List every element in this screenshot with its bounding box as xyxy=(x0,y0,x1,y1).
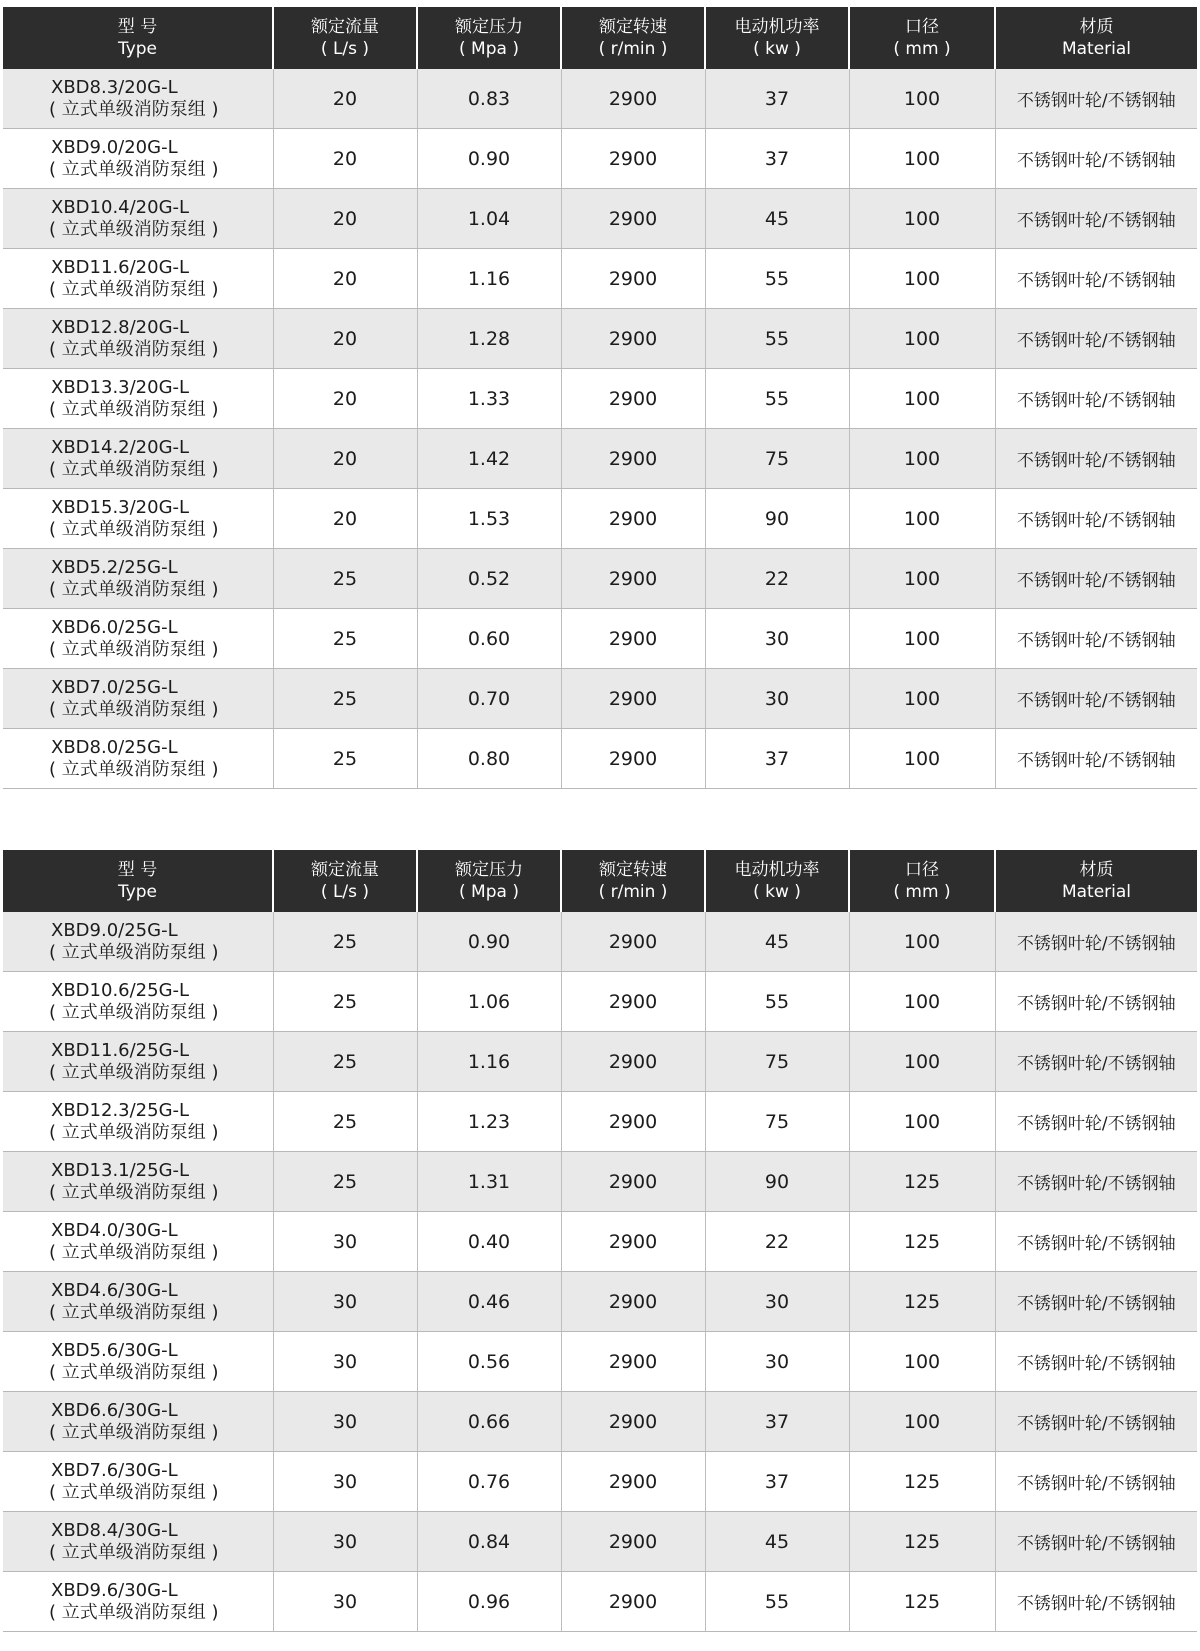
diameter-cell: 125 xyxy=(849,1272,995,1332)
diameter-cell: 100 xyxy=(849,1032,995,1092)
diameter-cell: 100 xyxy=(849,912,995,972)
material-cell: 不锈钢叶轮/不锈钢轴 xyxy=(995,1092,1197,1152)
type-cell xyxy=(3,69,273,129)
type-cell xyxy=(3,549,273,609)
model-name: XBD6.0/25G-L xyxy=(51,616,178,638)
model-desc: ( 立式单级消防泵组 ) xyxy=(49,698,219,720)
model-desc: ( 立式单级消防泵组 ) xyxy=(49,1481,219,1503)
model-name: XBD13.3/20G-L xyxy=(51,376,190,398)
diameter-cell: 100 xyxy=(849,609,995,669)
type-cell xyxy=(3,429,273,489)
material-cell: 不锈钢叶轮/不锈钢轴 xyxy=(995,249,1197,309)
spec-table-2 xyxy=(3,850,1197,1632)
model-name: XBD7.6/30G-L xyxy=(51,1459,178,1481)
pressure-cell: 0.84 xyxy=(417,1512,561,1572)
table-row xyxy=(3,69,1197,129)
pressure-cell: 0.96 xyxy=(417,1572,561,1632)
flow-cell: 20 xyxy=(273,189,417,249)
type-cell xyxy=(3,1032,273,1092)
power-cell: 30 xyxy=(705,609,849,669)
speed-cell: 2900 xyxy=(561,609,705,669)
power-cell: 45 xyxy=(705,912,849,972)
header-flow xyxy=(273,850,417,912)
pressure-cell: 0.46 xyxy=(417,1272,561,1332)
type-cell xyxy=(3,1272,273,1332)
flow-cell: 20 xyxy=(273,249,417,309)
power-cell: 75 xyxy=(705,429,849,489)
model-name: XBD9.0/20G-L xyxy=(51,136,178,158)
header-cn: 额定流量 xyxy=(311,860,379,880)
spec-table-1 xyxy=(3,7,1197,789)
diameter-cell: 100 xyxy=(849,369,995,429)
header-row xyxy=(3,7,1197,69)
material-cell: 不锈钢叶轮/不锈钢轴 xyxy=(995,1332,1197,1392)
speed-cell: 2900 xyxy=(561,309,705,369)
power-cell: 30 xyxy=(705,1332,849,1392)
flow-cell: 30 xyxy=(273,1452,417,1512)
model-name: XBD4.6/30G-L xyxy=(51,1279,178,1301)
power-cell: 90 xyxy=(705,1152,849,1212)
speed-cell: 2900 xyxy=(561,189,705,249)
material-cell: 不锈钢叶轮/不锈钢轴 xyxy=(995,1032,1197,1092)
table-row xyxy=(3,1392,1197,1452)
material-cell: 不锈钢叶轮/不锈钢轴 xyxy=(995,69,1197,129)
table-row xyxy=(3,429,1197,489)
speed-cell: 2900 xyxy=(561,1212,705,1272)
header-en: Type xyxy=(117,882,158,902)
flow-cell: 30 xyxy=(273,1332,417,1392)
flow-cell: 20 xyxy=(273,369,417,429)
flow-cell: 30 xyxy=(273,1272,417,1332)
type-cell xyxy=(3,1212,273,1272)
flow-cell: 30 xyxy=(273,1392,417,1452)
speed-cell: 2900 xyxy=(561,1572,705,1632)
type-cell xyxy=(3,1452,273,1512)
power-cell: 22 xyxy=(705,549,849,609)
diameter-cell: 125 xyxy=(849,1452,995,1512)
flow-cell: 25 xyxy=(273,912,417,972)
power-cell: 37 xyxy=(705,729,849,789)
pressure-cell: 1.28 xyxy=(417,309,561,369)
model-desc: ( 立式单级消防泵组 ) xyxy=(49,338,219,360)
table-row xyxy=(3,1092,1197,1152)
pressure-cell: 1.04 xyxy=(417,189,561,249)
model-name: XBD13.1/25G-L xyxy=(51,1159,190,1181)
table-row xyxy=(3,309,1197,369)
model-name: XBD8.4/30G-L xyxy=(51,1519,178,1541)
type-cell xyxy=(3,1512,273,1572)
model-name: XBD4.0/30G-L xyxy=(51,1219,178,1241)
model-name: XBD6.6/30G-L xyxy=(51,1399,178,1421)
table-row xyxy=(3,1452,1197,1512)
type-cell xyxy=(3,249,273,309)
model-desc: ( 立式单级消防泵组 ) xyxy=(49,578,219,600)
flow-cell: 20 xyxy=(273,489,417,549)
model-name: XBD9.6/30G-L xyxy=(51,1579,178,1601)
model-desc: ( 立式单级消防泵组 ) xyxy=(49,1541,219,1563)
speed-cell: 2900 xyxy=(561,1392,705,1452)
header-row xyxy=(3,850,1197,912)
speed-cell: 2900 xyxy=(561,1452,705,1512)
speed-cell: 2900 xyxy=(561,972,705,1032)
pressure-cell: 1.53 xyxy=(417,489,561,549)
material-cell: 不锈钢叶轮/不锈钢轴 xyxy=(995,429,1197,489)
pressure-cell: 0.56 xyxy=(417,1332,561,1392)
material-cell: 不锈钢叶轮/不锈钢轴 xyxy=(995,669,1197,729)
header-en: ( kw ) xyxy=(753,882,801,902)
table-row xyxy=(3,1332,1197,1392)
material-cell: 不锈钢叶轮/不锈钢轴 xyxy=(995,1152,1197,1212)
material-cell: 不锈钢叶轮/不锈钢轴 xyxy=(995,972,1197,1032)
speed-cell: 2900 xyxy=(561,489,705,549)
type-cell xyxy=(3,729,273,789)
table-row xyxy=(3,489,1197,549)
power-cell: 37 xyxy=(705,69,849,129)
model-desc: ( 立式单级消防泵组 ) xyxy=(49,1301,219,1323)
model-desc: ( 立式单级消防泵组 ) xyxy=(49,1061,219,1083)
header-cn: 材质 xyxy=(1079,860,1114,880)
type-cell xyxy=(3,1572,273,1632)
diameter-cell: 100 xyxy=(849,1332,995,1392)
header-en: ( L/s ) xyxy=(320,882,370,902)
header-power xyxy=(705,7,849,69)
diameter-cell: 100 xyxy=(849,489,995,549)
model-desc: ( 立式单级消防泵组 ) xyxy=(49,758,219,780)
pressure-cell: 1.16 xyxy=(417,1032,561,1092)
type-cell xyxy=(3,1092,273,1152)
speed-cell: 2900 xyxy=(561,1152,705,1212)
model-name: XBD8.3/20G-L xyxy=(51,76,178,98)
pressure-cell: 1.31 xyxy=(417,1152,561,1212)
flow-cell: 20 xyxy=(273,309,417,369)
table-row xyxy=(3,1152,1197,1212)
table-row xyxy=(3,609,1197,669)
power-cell: 37 xyxy=(705,1452,849,1512)
pressure-cell: 1.16 xyxy=(417,249,561,309)
table-row xyxy=(3,1212,1197,1272)
header-diameter xyxy=(849,7,995,69)
power-cell: 55 xyxy=(705,369,849,429)
model-desc: ( 立式单级消防泵组 ) xyxy=(49,278,219,300)
speed-cell: 2900 xyxy=(561,912,705,972)
material-cell: 不锈钢叶轮/不锈钢轴 xyxy=(995,489,1197,549)
model-name: XBD10.4/20G-L xyxy=(51,196,190,218)
table-row xyxy=(3,369,1197,429)
table-body xyxy=(3,69,1197,789)
material-cell: 不锈钢叶轮/不锈钢轴 xyxy=(995,1452,1197,1512)
pressure-cell: 0.80 xyxy=(417,729,561,789)
model-name: XBD12.3/25G-L xyxy=(51,1099,190,1121)
model-name: XBD11.6/20G-L xyxy=(51,256,190,278)
flow-cell: 20 xyxy=(273,129,417,189)
model-desc: ( 立式单级消防泵组 ) xyxy=(49,218,219,240)
power-cell: 55 xyxy=(705,309,849,369)
model-name: XBD15.3/20G-L xyxy=(51,496,190,518)
header-cn: 型 号 xyxy=(117,860,158,880)
material-cell: 不锈钢叶轮/不锈钢轴 xyxy=(995,1572,1197,1632)
model-name: XBD7.0/25G-L xyxy=(51,676,178,698)
pressure-cell: 0.66 xyxy=(417,1392,561,1452)
header-speed xyxy=(561,7,705,69)
speed-cell: 2900 xyxy=(561,1332,705,1392)
flow-cell: 20 xyxy=(273,69,417,129)
power-cell: 30 xyxy=(705,1272,849,1332)
header-en: Material xyxy=(1061,882,1132,902)
material-cell: 不锈钢叶轮/不锈钢轴 xyxy=(995,1272,1197,1332)
header-en: ( Mpa ) xyxy=(459,882,519,902)
header-cn: 电动机功率 xyxy=(734,860,820,880)
model-name: XBD11.6/25G-L xyxy=(51,1039,190,1061)
material-cell: 不锈钢叶轮/不锈钢轴 xyxy=(995,1392,1197,1452)
table-row xyxy=(3,249,1197,309)
diameter-cell: 100 xyxy=(849,429,995,489)
diameter-cell: 100 xyxy=(849,69,995,129)
table-row xyxy=(3,1272,1197,1332)
header-cn: 额定流量 xyxy=(311,17,379,37)
model-name: XBD5.6/30G-L xyxy=(51,1339,178,1361)
pressure-cell: 0.70 xyxy=(417,669,561,729)
diameter-cell: 100 xyxy=(849,1392,995,1452)
model-name: XBD8.0/25G-L xyxy=(51,736,178,758)
diameter-cell: 100 xyxy=(849,129,995,189)
type-cell xyxy=(3,309,273,369)
material-cell: 不锈钢叶轮/不锈钢轴 xyxy=(995,549,1197,609)
table-row xyxy=(3,669,1197,729)
header-pressure xyxy=(417,850,561,912)
model-name: XBD9.0/25G-L xyxy=(51,919,178,941)
header-cn: 材质 xyxy=(1079,17,1114,37)
type-cell xyxy=(3,609,273,669)
flow-cell: 25 xyxy=(273,972,417,1032)
header-cn: 额定压力 xyxy=(455,860,523,880)
power-cell: 55 xyxy=(705,1572,849,1632)
pressure-cell: 0.60 xyxy=(417,609,561,669)
flow-cell: 25 xyxy=(273,549,417,609)
power-cell: 55 xyxy=(705,972,849,1032)
header-power xyxy=(705,850,849,912)
flow-cell: 25 xyxy=(273,609,417,669)
speed-cell: 2900 xyxy=(561,369,705,429)
model-desc: ( 立式单级消防泵组 ) xyxy=(49,98,219,120)
pressure-cell: 1.42 xyxy=(417,429,561,489)
flow-cell: 25 xyxy=(273,1092,417,1152)
speed-cell: 2900 xyxy=(561,549,705,609)
power-cell: 37 xyxy=(705,1392,849,1452)
material-cell: 不锈钢叶轮/不锈钢轴 xyxy=(995,1512,1197,1572)
material-cell: 不锈钢叶轮/不锈钢轴 xyxy=(995,309,1197,369)
table-row xyxy=(3,549,1197,609)
pressure-cell: 0.40 xyxy=(417,1212,561,1272)
model-desc: ( 立式单级消防泵组 ) xyxy=(49,518,219,540)
flow-cell: 20 xyxy=(273,429,417,489)
table-row xyxy=(3,1032,1197,1092)
header-diameter xyxy=(849,850,995,912)
model-name: XBD12.8/20G-L xyxy=(51,316,190,338)
header-speed xyxy=(561,850,705,912)
type-cell xyxy=(3,369,273,429)
speed-cell: 2900 xyxy=(561,69,705,129)
diameter-cell: 100 xyxy=(849,189,995,249)
model-name: XBD5.2/25G-L xyxy=(51,556,178,578)
pressure-cell: 1.06 xyxy=(417,972,561,1032)
header-cn: 口径 xyxy=(905,860,939,880)
table-row xyxy=(3,129,1197,189)
pressure-cell: 0.90 xyxy=(417,129,561,189)
pressure-cell: 0.76 xyxy=(417,1452,561,1512)
pressure-cell: 1.33 xyxy=(417,369,561,429)
header-cn: 额定转速 xyxy=(599,17,667,37)
material-cell: 不锈钢叶轮/不锈钢轴 xyxy=(995,912,1197,972)
diameter-cell: 100 xyxy=(849,249,995,309)
model-desc: ( 立式单级消防泵组 ) xyxy=(49,1361,219,1383)
speed-cell: 2900 xyxy=(561,1512,705,1572)
pressure-cell: 0.83 xyxy=(417,69,561,129)
header-en: Material xyxy=(1061,39,1132,59)
flow-cell: 25 xyxy=(273,1152,417,1212)
table-header xyxy=(3,7,1197,69)
type-cell xyxy=(3,1392,273,1452)
header-en: ( r/min ) xyxy=(598,882,668,902)
model-desc: ( 立式单级消防泵组 ) xyxy=(49,1241,219,1263)
diameter-cell: 100 xyxy=(849,972,995,1032)
diameter-cell: 125 xyxy=(849,1572,995,1632)
material-cell: 不锈钢叶轮/不锈钢轴 xyxy=(995,189,1197,249)
table-row xyxy=(3,1512,1197,1572)
material-cell: 不锈钢叶轮/不锈钢轴 xyxy=(995,729,1197,789)
type-cell xyxy=(3,1152,273,1212)
header-cn: 额定转速 xyxy=(599,860,667,880)
pressure-cell: 0.52 xyxy=(417,549,561,609)
speed-cell: 2900 xyxy=(561,249,705,309)
speed-cell: 2900 xyxy=(561,1272,705,1332)
table-row xyxy=(3,972,1197,1032)
type-cell xyxy=(3,189,273,249)
diameter-cell: 100 xyxy=(849,669,995,729)
model-desc: ( 立式单级消防泵组 ) xyxy=(49,458,219,480)
header-en: ( kw ) xyxy=(753,39,801,59)
flow-cell: 30 xyxy=(273,1572,417,1632)
diameter-cell: 100 xyxy=(849,1092,995,1152)
header-type xyxy=(3,850,273,912)
table-row xyxy=(3,729,1197,789)
header-cn: 型 号 xyxy=(117,17,158,37)
header-en: ( Mpa ) xyxy=(459,39,519,59)
speed-cell: 2900 xyxy=(561,1092,705,1152)
flow-cell: 30 xyxy=(273,1212,417,1272)
power-cell: 22 xyxy=(705,1212,849,1272)
power-cell: 45 xyxy=(705,1512,849,1572)
speed-cell: 2900 xyxy=(561,729,705,789)
speed-cell: 2900 xyxy=(561,1032,705,1092)
header-type xyxy=(3,7,273,69)
type-cell xyxy=(3,489,273,549)
model-desc: ( 立式单级消防泵组 ) xyxy=(49,398,219,420)
flow-cell: 30 xyxy=(273,1512,417,1572)
type-cell xyxy=(3,669,273,729)
header-material xyxy=(995,850,1197,912)
header-en: Type xyxy=(117,39,158,59)
power-cell: 37 xyxy=(705,129,849,189)
model-name: XBD14.2/20G-L xyxy=(51,436,190,458)
flow-cell: 25 xyxy=(273,1032,417,1092)
header-cn: 电动机功率 xyxy=(734,17,820,37)
header-material xyxy=(995,7,1197,69)
speed-cell: 2900 xyxy=(561,429,705,489)
flow-cell: 25 xyxy=(273,669,417,729)
table-body xyxy=(3,912,1197,1632)
model-name: XBD10.6/25G-L xyxy=(51,979,190,1001)
table-header xyxy=(3,850,1197,912)
diameter-cell: 100 xyxy=(849,309,995,369)
material-cell: 不锈钢叶轮/不锈钢轴 xyxy=(995,369,1197,429)
power-cell: 55 xyxy=(705,249,849,309)
model-desc: ( 立式单级消防泵组 ) xyxy=(49,1121,219,1143)
power-cell: 90 xyxy=(705,489,849,549)
power-cell: 45 xyxy=(705,189,849,249)
model-desc: ( 立式单级消防泵组 ) xyxy=(49,158,219,180)
header-pressure xyxy=(417,7,561,69)
model-desc: ( 立式单级消防泵组 ) xyxy=(49,638,219,660)
speed-cell: 2900 xyxy=(561,669,705,729)
header-cn: 额定压力 xyxy=(455,17,523,37)
speed-cell: 2900 xyxy=(561,129,705,189)
type-cell xyxy=(3,1332,273,1392)
diameter-cell: 125 xyxy=(849,1512,995,1572)
header-cn: 口径 xyxy=(905,17,939,37)
pressure-cell: 0.90 xyxy=(417,912,561,972)
diameter-cell: 100 xyxy=(849,729,995,789)
model-desc: ( 立式单级消防泵组 ) xyxy=(49,941,219,963)
diameter-cell: 125 xyxy=(849,1212,995,1272)
header-en: ( L/s ) xyxy=(320,39,370,59)
table-row xyxy=(3,1572,1197,1632)
material-cell: 不锈钢叶轮/不锈钢轴 xyxy=(995,609,1197,669)
pressure-cell: 1.23 xyxy=(417,1092,561,1152)
power-cell: 30 xyxy=(705,669,849,729)
diameter-cell: 100 xyxy=(849,549,995,609)
material-cell: 不锈钢叶轮/不锈钢轴 xyxy=(995,129,1197,189)
material-cell: 不锈钢叶轮/不锈钢轴 xyxy=(995,1212,1197,1272)
flow-cell: 25 xyxy=(273,729,417,789)
header-en: ( r/min ) xyxy=(598,39,668,59)
table-row xyxy=(3,189,1197,249)
power-cell: 75 xyxy=(705,1092,849,1152)
header-en: ( mm ) xyxy=(893,39,951,59)
type-cell xyxy=(3,912,273,972)
model-desc: ( 立式单级消防泵组 ) xyxy=(49,1601,219,1623)
power-cell: 75 xyxy=(705,1032,849,1092)
header-flow xyxy=(273,7,417,69)
table-row xyxy=(3,912,1197,972)
header-en: ( mm ) xyxy=(893,882,951,902)
model-desc: ( 立式单级消防泵组 ) xyxy=(49,1001,219,1023)
diameter-cell: 125 xyxy=(849,1152,995,1212)
type-cell xyxy=(3,972,273,1032)
model-desc: ( 立式单级消防泵组 ) xyxy=(49,1421,219,1443)
type-cell xyxy=(3,129,273,189)
model-desc: ( 立式单级消防泵组 ) xyxy=(49,1181,219,1203)
